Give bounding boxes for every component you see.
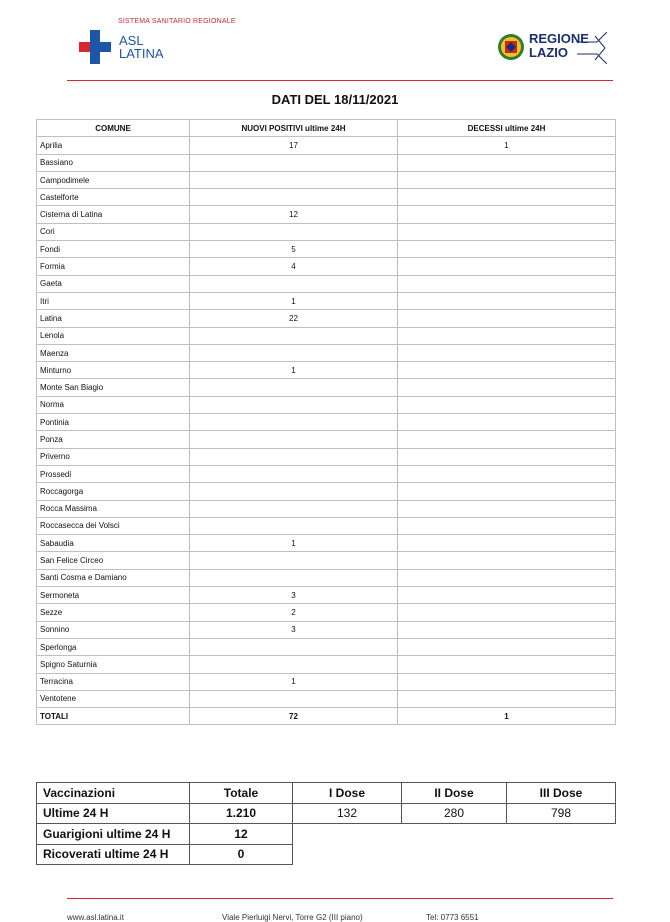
comune-cell: Fondi — [37, 241, 190, 258]
decessi-cell — [398, 690, 616, 707]
decessi-cell — [398, 604, 616, 621]
footer-website: www.asl.latina.it — [67, 913, 124, 922]
asl-subtitle: SISTEMA SANITARIO REGIONALE — [118, 18, 236, 25]
nuovi-positivi-cell — [190, 465, 398, 482]
decessi-cell — [398, 517, 616, 534]
table-row — [37, 396, 616, 413]
guarigioni-row — [37, 824, 616, 845]
table-row — [37, 241, 616, 258]
table-row — [37, 673, 616, 690]
table-row — [37, 517, 616, 534]
nuovi-positivi-cell: 22 — [190, 310, 398, 327]
decessi-cell — [398, 535, 616, 552]
ricoverati-label: Ricoverati ultime 24 H — [37, 844, 190, 865]
vax-totale-value: 1.210 — [190, 803, 293, 824]
decessi-cell — [398, 483, 616, 500]
nuovi-positivi-cell — [190, 327, 398, 344]
comune-cell: Roccasecca dei Volsci — [37, 517, 190, 534]
comune-cell: Sermoneta — [37, 587, 190, 604]
column-header-nuovi-positivi: NUOVI POSITIVI ultime 24H — [190, 120, 398, 137]
decessi-cell — [398, 587, 616, 604]
nuovi-positivi-cell — [190, 344, 398, 361]
nuovi-positivi-cell: 17 — [190, 137, 398, 154]
nuovi-positivi-cell: 12 — [190, 206, 398, 223]
table-row — [37, 327, 616, 344]
nuovi-positivi-cell: 1 — [190, 673, 398, 690]
comune-cell: Maenza — [37, 344, 190, 361]
positives-table — [36, 119, 616, 725]
vax-col-dose3: III Dose — [507, 783, 616, 804]
nuovi-positivi-cell — [190, 154, 398, 171]
table-row — [37, 621, 616, 638]
decessi-cell — [398, 448, 616, 465]
nuovi-positivi-cell — [190, 414, 398, 431]
decessi-cell — [398, 465, 616, 482]
table-row — [37, 448, 616, 465]
nuovi-positivi-cell — [190, 223, 398, 240]
comune-cell: Pontinia — [37, 414, 190, 431]
comune-cell: Cori — [37, 223, 190, 240]
page-header — [0, 0, 670, 80]
nuovi-positivi-cell: 1 — [190, 292, 398, 309]
totals-positivi: 72 — [190, 708, 398, 725]
asl-name-line1: ASL — [119, 33, 144, 48]
table-row — [37, 189, 616, 206]
vaccinations-header-row — [37, 783, 616, 804]
vax-dose1-value: 132 — [293, 803, 402, 824]
nuovi-positivi-cell — [190, 483, 398, 500]
table-row — [37, 137, 616, 154]
decessi-cell — [398, 344, 616, 361]
nuovi-positivi-cell — [190, 275, 398, 292]
nuovi-positivi-cell — [190, 448, 398, 465]
table-row — [37, 569, 616, 586]
comune-cell: Spigno Saturnia — [37, 656, 190, 673]
decessi-cell — [398, 621, 616, 638]
comune-cell: San Felice Circeo — [37, 552, 190, 569]
table-row — [37, 535, 616, 552]
table-row — [37, 171, 616, 188]
guarigioni-value: 12 — [190, 824, 293, 845]
decessi-cell — [398, 258, 616, 275]
comune-cell: Sezze — [37, 604, 190, 621]
region-name-line2: LAZIO — [529, 45, 568, 60]
table-header-row — [37, 120, 616, 137]
asl-cross-logo-icon — [79, 30, 111, 64]
decessi-cell — [398, 292, 616, 309]
decessi-cell — [398, 656, 616, 673]
table-row — [37, 552, 616, 569]
comune-cell: Priverno — [37, 448, 190, 465]
header-divider — [67, 80, 613, 81]
totals-decessi: 1 — [398, 708, 616, 725]
nuovi-positivi-cell: 2 — [190, 604, 398, 621]
decessi-cell — [398, 223, 616, 240]
footer-phone: Tel: 0773 6551 — [426, 913, 479, 922]
table-row — [37, 275, 616, 292]
asl-name — [119, 34, 164, 60]
asl-name-line2: LATINA — [119, 46, 164, 61]
nuovi-positivi-cell — [190, 189, 398, 206]
decessi-cell — [398, 638, 616, 655]
table-row — [37, 483, 616, 500]
table-row — [37, 379, 616, 396]
nuovi-positivi-cell — [190, 517, 398, 534]
decessi-cell — [398, 206, 616, 223]
region-decoration-icon — [577, 32, 607, 64]
vax-col-dose1: I Dose — [293, 783, 402, 804]
decessi-cell — [398, 241, 616, 258]
table-row — [37, 344, 616, 361]
nuovi-positivi-cell: 5 — [190, 241, 398, 258]
ricoverati-value: 0 — [190, 844, 293, 865]
table-row — [37, 465, 616, 482]
comune-cell: Ponza — [37, 431, 190, 448]
decessi-cell — [398, 189, 616, 206]
table-row — [37, 587, 616, 604]
table-row — [37, 656, 616, 673]
table-row — [37, 604, 616, 621]
nuovi-positivi-cell: 4 — [190, 258, 398, 275]
nuovi-positivi-cell — [190, 569, 398, 586]
nuovi-positivi-cell — [190, 379, 398, 396]
table-row — [37, 431, 616, 448]
comune-cell: Aprilia — [37, 137, 190, 154]
table-row — [37, 310, 616, 327]
nuovi-positivi-cell — [190, 552, 398, 569]
comune-cell: Sperlonga — [37, 638, 190, 655]
vaccinations-table — [36, 782, 616, 865]
comune-cell: Sonnino — [37, 621, 190, 638]
regione-lazio-emblem-icon — [497, 31, 525, 63]
nuovi-positivi-cell — [190, 171, 398, 188]
decessi-cell — [398, 414, 616, 431]
nuovi-positivi-cell: 1 — [190, 535, 398, 552]
column-header-comune: COMUNE — [37, 120, 190, 137]
decessi-cell — [398, 673, 616, 690]
nuovi-positivi-cell — [190, 656, 398, 673]
decessi-cell — [398, 379, 616, 396]
decessi-cell — [398, 327, 616, 344]
guarigioni-label: Guarigioni ultime 24 H — [37, 824, 190, 845]
region-name-line1: REGIONE — [529, 31, 589, 46]
table-row — [37, 500, 616, 517]
nuovi-positivi-cell — [190, 638, 398, 655]
decessi-cell — [398, 396, 616, 413]
totals-label: TOTALI — [37, 708, 190, 725]
table-row — [37, 414, 616, 431]
ricoverati-row — [37, 844, 616, 865]
vax-col-dose2: II Dose — [402, 783, 507, 804]
comune-cell: Lenola — [37, 327, 190, 344]
nuovi-positivi-cell — [190, 431, 398, 448]
comune-cell: Castelforte — [37, 189, 190, 206]
footer-address: Viale Pierluigi Nervi, Torre G2 (III piano) — [222, 913, 363, 922]
table-row — [37, 690, 616, 707]
decessi-cell — [398, 569, 616, 586]
decessi-cell — [398, 500, 616, 517]
column-header-decessi: DECESSI ultime 24H — [398, 120, 616, 137]
table-row — [37, 292, 616, 309]
comune-cell: Latina — [37, 310, 190, 327]
decessi-cell: 1 — [398, 137, 616, 154]
comune-cell: Bassiano — [37, 154, 190, 171]
comune-cell: Norma — [37, 396, 190, 413]
vaccinations-label: Vaccinazioni — [37, 783, 190, 804]
footer-divider — [67, 898, 613, 899]
comune-cell: Formia — [37, 258, 190, 275]
nuovi-positivi-cell — [190, 500, 398, 517]
table-row — [37, 638, 616, 655]
comune-cell: Ventotene — [37, 690, 190, 707]
vax-dose2-value: 280 — [402, 803, 507, 824]
comune-cell: Prossedi — [37, 465, 190, 482]
table-row — [37, 154, 616, 171]
page-title: DATI DEL 18/11/2021 — [271, 92, 399, 107]
nuovi-positivi-cell: 3 — [190, 621, 398, 638]
comune-cell: Rocca Massima — [37, 500, 190, 517]
vax-col-totale: Totale — [190, 783, 293, 804]
decessi-cell — [398, 552, 616, 569]
comune-cell: Monte San Biagio — [37, 379, 190, 396]
comune-cell: Minturno — [37, 362, 190, 379]
decessi-cell — [398, 275, 616, 292]
decessi-cell — [398, 310, 616, 327]
nuovi-positivi-cell — [190, 396, 398, 413]
decessi-cell — [398, 431, 616, 448]
vaccinations-values-row — [37, 803, 616, 824]
comune-cell: Gaeta — [37, 275, 190, 292]
table-row — [37, 362, 616, 379]
nuovi-positivi-cell: 1 — [190, 362, 398, 379]
vax-row-label: Ultime 24 H — [37, 803, 190, 824]
comune-cell: Sabaudia — [37, 535, 190, 552]
table-row — [37, 258, 616, 275]
table-row — [37, 206, 616, 223]
vax-dose3-value: 798 — [507, 803, 616, 824]
comune-cell: Terracina — [37, 673, 190, 690]
decessi-cell — [398, 171, 616, 188]
comune-cell: Itri — [37, 292, 190, 309]
totals-row — [37, 708, 616, 725]
nuovi-positivi-cell — [190, 690, 398, 707]
nuovi-positivi-cell: 3 — [190, 587, 398, 604]
comune-cell: Roccagorga — [37, 483, 190, 500]
comune-cell: Cisterna di Latina — [37, 206, 190, 223]
table-row — [37, 223, 616, 240]
decessi-cell — [398, 362, 616, 379]
decessi-cell — [398, 154, 616, 171]
comune-cell: Campodimele — [37, 171, 190, 188]
comune-cell: Santi Cosma e Damiano — [37, 569, 190, 586]
